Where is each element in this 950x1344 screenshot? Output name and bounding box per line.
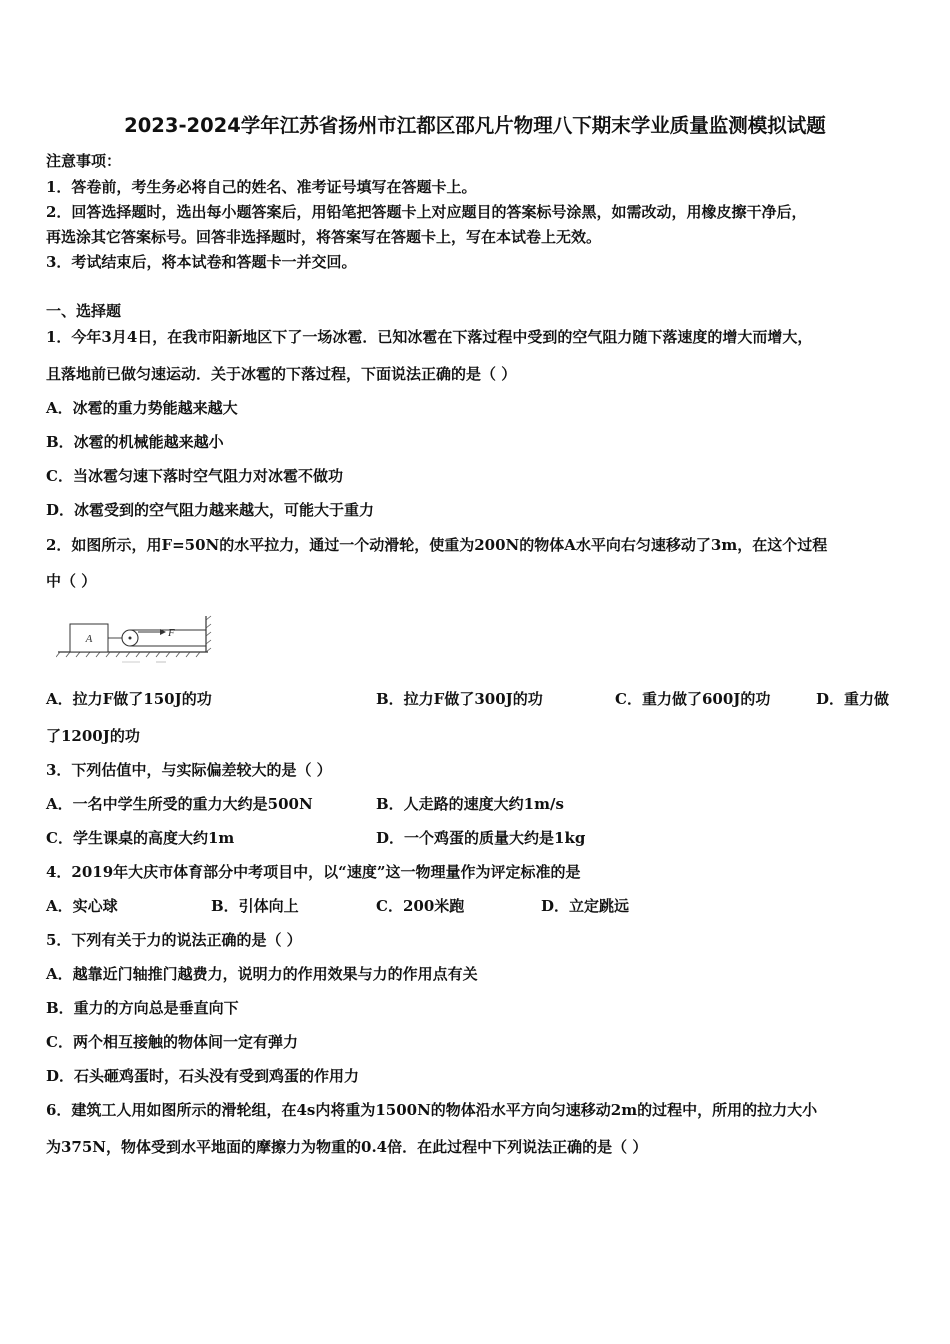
q2-option-a: A．拉力F做了150J的功 [46,690,212,708]
q5-option-a: A．越靠近门轴推门越费力，说明力的作用效果与力的作用点有关 [46,965,478,983]
q2-stem-line1: 2．如图所示，用F=50N的水平拉力，通过一个动滑轮，使重为200N的物体A水平向右匀速移动了3m，在这个过程 [46,536,828,554]
q4-stem: 4．2019年大庆市体育部分中考项目中，以“速度”这一物理量作为评定标准的是 [46,863,581,881]
q5-option-b: B．重力的方向总是垂直向下 [46,999,239,1017]
ground-hatch [56,652,200,657]
force-label: F [168,627,175,639]
q2-option-d-cont: 了1200J的功 [46,727,140,745]
q2-option-d: D．重力做 [816,690,890,708]
q5-option-c: C．两个相互接触的物体间一定有弹力 [46,1033,298,1051]
section-heading: 一、选择题 [46,302,122,320]
q2-stem-line2: 中（ ） [46,572,97,590]
q3-option-d: D．一个鸡蛋的质量大约是1kg [376,829,586,847]
notice-item-1: 1．答卷前，考生务必将自己的姓名、准考证号填写在答题卡上。 [46,178,477,196]
q1-option-a: A．冰雹的重力势能越来越大 [46,399,238,417]
pulley-figure [56,612,226,668]
notice-item-3: 3．考试结束后，将本试卷和答题卡一并交回。 [46,253,357,271]
page-title: 2023-2024学年江苏省扬州市江都区邵凡片物理八下期末学业质量监测模拟试题 [124,114,826,137]
q6-stem-line2: 为375N，物体受到水平地面的摩擦力为物重的0.4倍．在此过程中下列说法正确的是（ ） [46,1138,648,1156]
wall-hatch [206,616,211,652]
q4-option-a: A．实心球 [46,897,118,915]
q1-stem-line1: 1．今年3月4日，在我市阳新地区下了一场冰雹．已知冰雹在下落过程中受到的空气阻力随下落速度的增大而增大， [46,328,813,346]
q1-option-c: C．当冰雹匀速下落时空气阻力对冰雹不做功 [46,467,343,485]
q4-option-d: D．立定跳远 [541,897,630,915]
q3-stem: 3．下列估值中，与实际偏差较大的是（ ） [46,761,332,779]
q2-option-b: B．拉力F做了300J的功 [376,690,543,708]
q4-option-c: C．200米跑 [376,897,465,915]
q3-option-c: C．学生课桌的高度大约1m [46,829,235,847]
notice-heading: 注意事项： [46,152,122,170]
q2-option-c: C．重力做了600J的功 [615,690,771,708]
q1-option-d: D．冰雹受到的空气阻力越来越大，可能大于重力 [46,501,375,519]
q5-option-d: D．石头砸鸡蛋时，石头没有受到鸡蛋的作用力 [46,1067,360,1085]
notice-item-2-cont: 再选涂其它答案标号。回答非选择题时，将答案写在答题卡上，写在本试卷上无效。 [46,228,602,246]
q6-stem-line1: 6．建筑工人用如图所示的滑轮组，在4s内将重为1500N的物体沿水平方向匀速移动2m的过程中，所用的拉力大小 [46,1101,818,1119]
q3-option-b: B．人走路的速度大约1m/s [376,795,564,813]
q1-option-b: B．冰雹的机械能越来越小 [46,433,224,451]
block-a-label: A [85,633,93,645]
q5-stem: 5．下列有关于力的说法正确的是（ ） [46,931,302,949]
q4-option-b: B．引体向上 [211,897,299,915]
q3-option-a: A．一名中学生所受的重力大约是500N [46,795,313,813]
notice-item-2: 2．回答选择题时，选出每小题答案后，用铅笔把答题卡上对应题目的答案标号涂黑，如需改动，用橡皮擦干净后， [46,203,807,221]
q1-stem-line2: 且落地前已做匀速运动．关于冰雹的下落过程，下面说法正确的是（ ） [46,365,517,383]
